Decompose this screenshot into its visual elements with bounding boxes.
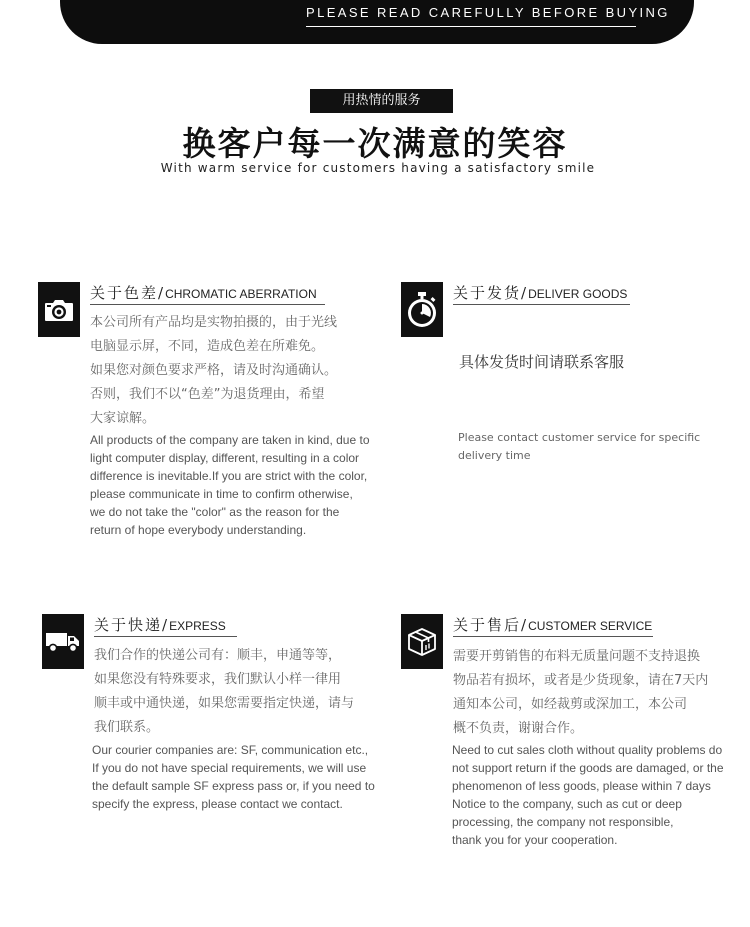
banner-underline: [306, 26, 636, 27]
chromatic-cn-text: 本公司所有产品均是实物拍摄的，由于光线 电脑显示屏，不同，造成色差在所难免。 如果您对颜色要求严格，请及时沟通确认。 否则，我们不以“色差”为退货理由，希望 大家谅解。: [90, 315, 338, 426]
aftersale-cn-text: 需要开剪销售的布料无质量问题不支持退换 物品若有损坏，或者是少货现象，请在7天内 通知本公司，如经裁剪或深加工，本公司 概不负责，谢谢合作。: [453, 649, 709, 736]
aftersale-en-text: Need to cut sales cloth without quality problems do not support return if the goods are damaged, or the phenomenon of less goods, please within 7 days Notice to the company, such as cut or deep processing, the company not responsible, thank you for your cooperation.: [452, 743, 724, 847]
delivery-en-text: Please contact customer service for specific delivery time: [458, 431, 701, 462]
package-box-icon: [401, 614, 443, 669]
chromatic-en-text: All products of the company are taken in kind, due to light computer display, different, resulting in a color difference is inevitable.If you are strict with the color, please communicate in time to confirm otherwise, we do not take the "color" as the reason for the return of hope everybody understanding.: [90, 433, 370, 537]
section-title-chromatic: 关于色差/CHROMATIC ABERRATION: [90, 282, 325, 305]
camera-icon: [38, 282, 80, 337]
stopwatch-icon: [401, 282, 443, 337]
service-slogan: 换客户每一次满意的笑容: [182, 124, 568, 163]
truck-icon: [42, 614, 84, 669]
section-title-aftersale: 关于售后/CUSTOMER SERVICE: [453, 614, 653, 637]
express-cn-text: 我们合作的快递公司有：顺丰，申通等等， 如果您没有特殊要求，我们默认小样一律用 顺丰或中通快递，如果您需要指定快递，请与 我们联系。: [94, 648, 355, 735]
banner-subtitle: PLEASE READ CAREFULLY BEFORE BUYING: [306, 5, 670, 20]
section-title-delivery: 关于发货/DELIVER GOODS: [453, 282, 630, 305]
service-slogan-english: With warm service for customers having a satisfactory smile: [160, 161, 596, 175]
section-title-express: 关于快递/EXPRESS: [94, 614, 237, 637]
service-tag: 用热情的服务: [310, 89, 453, 113]
express-en-text: Our courier companies are: SF, communication etc., If you do not have special requirements, we will use the default sample SF express pass or, if you need to specify the express, please contact we contact.: [92, 743, 375, 811]
delivery-cn-text: 具体发货时间请联系客服: [459, 353, 625, 371]
